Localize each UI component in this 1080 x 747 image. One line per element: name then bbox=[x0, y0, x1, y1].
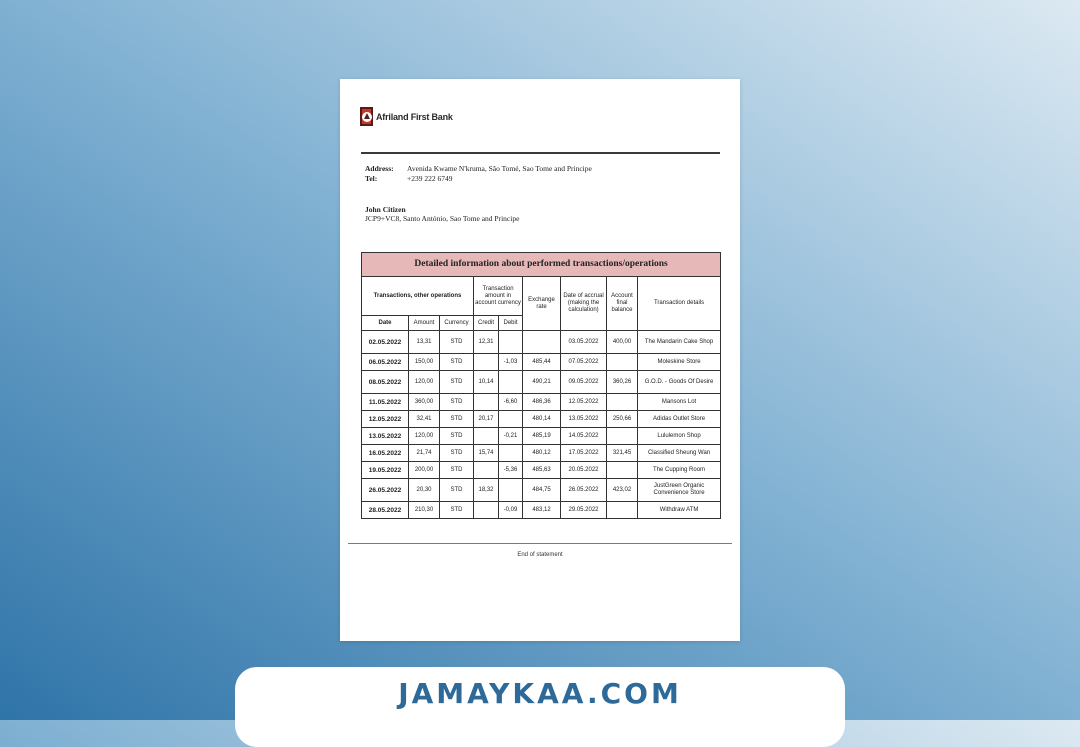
cell-amount: 32,41 bbox=[409, 411, 440, 428]
cell-credit: 20,17 bbox=[474, 411, 499, 428]
cell-debit bbox=[499, 445, 523, 462]
cell-details: The Mandarin Cake Shop bbox=[638, 331, 721, 354]
table-row bbox=[362, 428, 721, 445]
cell-amount: 200,00 bbox=[409, 462, 440, 479]
cell-debit bbox=[499, 479, 523, 502]
customer-name: John Citizen bbox=[365, 205, 406, 214]
table-row bbox=[362, 479, 721, 502]
cell-details: Moleskine Store bbox=[638, 354, 721, 371]
cell-rate: 483,12 bbox=[523, 502, 561, 519]
cell-amount: 20,30 bbox=[409, 479, 440, 502]
table-row bbox=[362, 394, 721, 411]
cell-amount: 120,00 bbox=[409, 371, 440, 394]
cell-date: 12.05.2022 bbox=[362, 411, 409, 428]
cell-details: Classified Sheung Wan bbox=[638, 445, 721, 462]
header-credit: Credit bbox=[474, 316, 499, 331]
cell-currency: STD bbox=[440, 411, 474, 428]
cell-credit bbox=[474, 462, 499, 479]
header-currency: Currency bbox=[440, 316, 474, 331]
cell-details: The Cupping Room bbox=[638, 462, 721, 479]
table-row bbox=[362, 445, 721, 462]
cell-amount: 150,00 bbox=[409, 354, 440, 371]
cell-currency: STD bbox=[440, 502, 474, 519]
header-debit: Debit bbox=[499, 316, 523, 331]
cell-debit: -0,21 bbox=[499, 428, 523, 445]
cell-details: Adidas Outlet Store bbox=[638, 411, 721, 428]
cell-accrual: 17.05.2022 bbox=[561, 445, 607, 462]
cell-balance: 400,00 bbox=[607, 331, 638, 354]
cell-accrual: 07.05.2022 bbox=[561, 354, 607, 371]
cell-debit: -6,60 bbox=[499, 394, 523, 411]
cell-credit bbox=[474, 428, 499, 445]
customer-address: JCP9+VC8, Santo António, Sao Tome and Principe bbox=[365, 214, 520, 223]
footer-divider bbox=[348, 543, 732, 544]
transactions-table bbox=[361, 252, 721, 519]
cell-balance bbox=[607, 428, 638, 445]
cell-credit: 18,32 bbox=[474, 479, 499, 502]
header-date: Date bbox=[362, 316, 409, 331]
cell-rate: 484,75 bbox=[523, 479, 561, 502]
cell-amount: 210,30 bbox=[409, 502, 440, 519]
table-row bbox=[362, 331, 721, 354]
cell-credit: 15,74 bbox=[474, 445, 499, 462]
bank-contact bbox=[365, 164, 592, 184]
cell-amount: 13,31 bbox=[409, 331, 440, 354]
cell-date: 11.05.2022 bbox=[362, 394, 409, 411]
cell-accrual: 09.05.2022 bbox=[561, 371, 607, 394]
cell-currency: STD bbox=[440, 331, 474, 354]
cell-date: 26.05.2022 bbox=[362, 479, 409, 502]
cell-rate: 480,14 bbox=[523, 411, 561, 428]
table-row bbox=[362, 502, 721, 519]
cell-balance bbox=[607, 502, 638, 519]
header-final-balance: Account final balance bbox=[607, 277, 638, 331]
cell-date: 28.05.2022 bbox=[362, 502, 409, 519]
cell-debit: -5,36 bbox=[499, 462, 523, 479]
table-title: Detailed information about performed transactions/operations bbox=[362, 253, 721, 277]
cell-date: 06.05.2022 bbox=[362, 354, 409, 371]
cell-amount: 360,00 bbox=[409, 394, 440, 411]
cell-credit: 12,31 bbox=[474, 331, 499, 354]
cell-balance bbox=[607, 354, 638, 371]
cell-rate: 490,21 bbox=[523, 371, 561, 394]
cell-details: JustGreen Organic Convenience Store bbox=[638, 479, 721, 502]
site-name: JAMAYKAA.COM bbox=[398, 677, 682, 710]
customer-info bbox=[365, 205, 519, 223]
bank-logo bbox=[360, 107, 453, 127]
bank-logo-icon bbox=[360, 107, 374, 127]
cell-currency: STD bbox=[440, 479, 474, 502]
cell-debit bbox=[499, 371, 523, 394]
header-amount-group: Transaction amount in account currency bbox=[474, 277, 523, 316]
address-value: Avenida Kwame N'krumа, São Tomé, Sao Tome and Principe bbox=[407, 164, 592, 173]
transactions-body bbox=[362, 331, 721, 519]
cell-rate: 480,12 bbox=[523, 445, 561, 462]
cell-accrual: 29.05.2022 bbox=[561, 502, 607, 519]
cell-currency: STD bbox=[440, 428, 474, 445]
address-label: Address: bbox=[365, 164, 394, 173]
cell-details: Lululemon Shop bbox=[638, 428, 721, 445]
cell-amount: 21,74 bbox=[409, 445, 440, 462]
end-of-statement: End of statement bbox=[517, 552, 563, 558]
cell-date: 16.05.2022 bbox=[362, 445, 409, 462]
cell-balance: 423,02 bbox=[607, 479, 638, 502]
cell-accrual: 03.05.2022 bbox=[561, 331, 607, 354]
cell-rate: 486,36 bbox=[523, 394, 561, 411]
header-divider bbox=[361, 152, 720, 154]
cell-credit bbox=[474, 394, 499, 411]
bank-statement-document bbox=[340, 79, 740, 641]
header-exchange-rate: Exchange rate bbox=[523, 277, 561, 331]
cell-currency: STD bbox=[440, 354, 474, 371]
cell-currency: STD bbox=[440, 371, 474, 394]
cell-rate: 485,63 bbox=[523, 462, 561, 479]
cell-debit bbox=[499, 331, 523, 354]
cell-balance: 360,26 bbox=[607, 371, 638, 394]
bank-name: Afriland First Bank bbox=[376, 112, 453, 122]
cell-currency: STD bbox=[440, 462, 474, 479]
table-row bbox=[362, 411, 721, 428]
header-accrual-date: Date of accrual (making the calculation) bbox=[561, 277, 607, 331]
table-row bbox=[362, 371, 721, 394]
header-amount: Amount bbox=[409, 316, 440, 331]
table-row bbox=[362, 354, 721, 371]
tel-label: Tel: bbox=[365, 174, 378, 183]
cell-balance bbox=[607, 394, 638, 411]
header-transaction-details: Transaction details bbox=[638, 277, 721, 331]
cell-accrual: 12.05.2022 bbox=[561, 394, 607, 411]
tel-value: +239 222 6749 bbox=[407, 174, 453, 183]
cell-rate: 485,19 bbox=[523, 428, 561, 445]
header-transactions-group: Transactions, other operations bbox=[362, 277, 474, 316]
cell-balance: 250,66 bbox=[607, 411, 638, 428]
cell-debit bbox=[499, 411, 523, 428]
cell-rate: 485,44 bbox=[523, 354, 561, 371]
cell-accrual: 14.05.2022 bbox=[561, 428, 607, 445]
cell-rate bbox=[523, 331, 561, 354]
cell-currency: STD bbox=[440, 394, 474, 411]
cell-accrual: 20.05.2022 bbox=[561, 462, 607, 479]
table-row bbox=[362, 462, 721, 479]
cell-currency: STD bbox=[440, 445, 474, 462]
cell-balance: 321,45 bbox=[607, 445, 638, 462]
cell-details: Mansons Lot bbox=[638, 394, 721, 411]
cell-credit bbox=[474, 502, 499, 519]
cell-date: 19.05.2022 bbox=[362, 462, 409, 479]
cell-debit: -1,03 bbox=[499, 354, 523, 371]
cell-credit: 10,14 bbox=[474, 371, 499, 394]
cell-balance bbox=[607, 462, 638, 479]
cell-date: 02.05.2022 bbox=[362, 331, 409, 354]
cell-date: 13.05.2022 bbox=[362, 428, 409, 445]
cell-debit: -0,09 bbox=[499, 502, 523, 519]
cell-accrual: 13.05.2022 bbox=[561, 411, 607, 428]
cell-credit bbox=[474, 354, 499, 371]
cell-accrual: 26.05.2022 bbox=[561, 479, 607, 502]
site-banner bbox=[235, 667, 845, 747]
cell-details: G.O.D. - Goods Of Desire bbox=[638, 371, 721, 394]
cell-amount: 120,00 bbox=[409, 428, 440, 445]
cell-date: 08.05.2022 bbox=[362, 371, 409, 394]
cell-details: Withdraw ATM bbox=[638, 502, 721, 519]
